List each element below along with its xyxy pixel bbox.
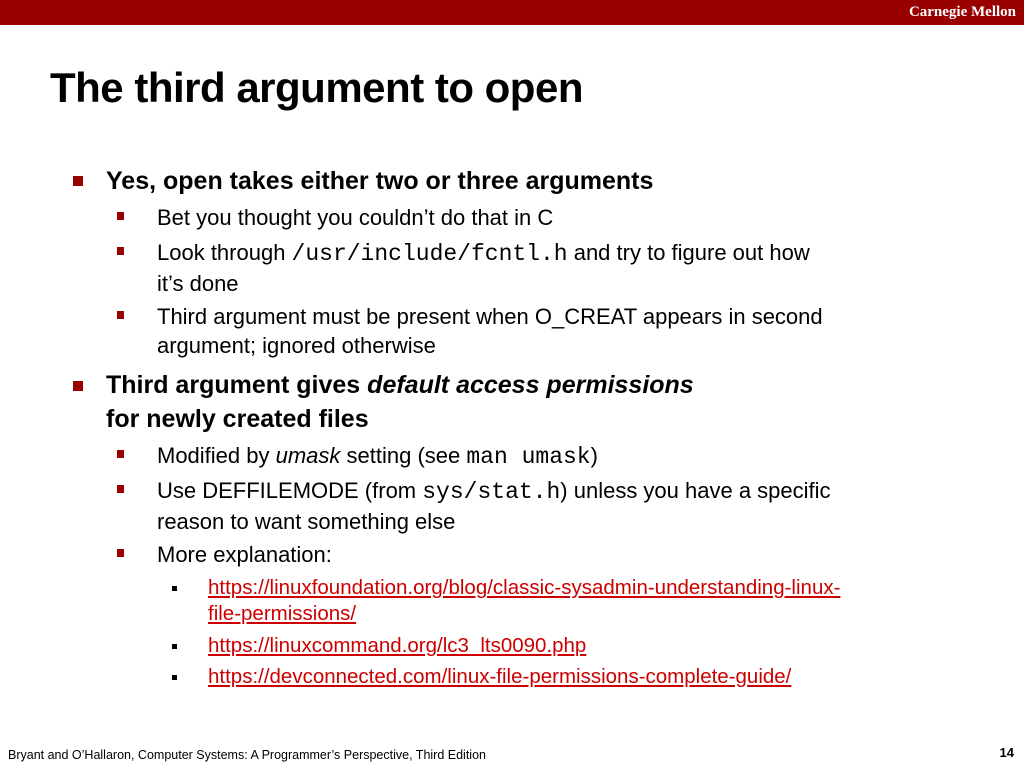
link-item xyxy=(208,575,928,627)
devconnected-link[interactable]: https://devconnected.com/linux-file-permissions-complete-guide/ xyxy=(208,665,792,688)
sub-bullet-text xyxy=(157,476,917,536)
footer-credit: Bryant and O’Hallaron, Computer Systems: A Programmer’s Perspective, Third Edition xyxy=(8,748,486,762)
page-number: 14 xyxy=(999,745,1014,760)
linuxfoundation-link[interactable] xyxy=(208,576,840,625)
sub-sub-bullet-icon xyxy=(172,644,177,649)
text-span: setting (see xyxy=(340,443,467,468)
brand-label: Carnegie Mellon xyxy=(908,4,1016,20)
text-span: ) unless you have a specific xyxy=(560,478,831,503)
slide-title: The third argument to open xyxy=(50,64,583,111)
header-bar xyxy=(0,0,1024,25)
text-span: ) xyxy=(590,443,598,468)
sub-bullet-text: More explanation: xyxy=(157,542,332,567)
text-span: it’s done xyxy=(157,271,239,296)
code-span: man umask xyxy=(466,444,591,470)
code-span: /usr/include/fcntl.h xyxy=(291,241,568,267)
emphasis-text: default access permissions xyxy=(367,371,694,399)
sub-bullet-text xyxy=(157,441,917,472)
sub-bullet-text xyxy=(157,238,917,298)
link-text: file-permissions/ xyxy=(208,602,357,625)
text-span: for newly created files xyxy=(106,405,369,433)
sub-sub-bullet-icon xyxy=(172,675,177,680)
text-span: Third argument gives xyxy=(106,371,368,399)
sub-bullet-text xyxy=(157,302,917,360)
link-item xyxy=(208,633,928,659)
sub-bullet-icon xyxy=(117,549,124,557)
bullet-text xyxy=(106,368,694,436)
bullet-square-icon xyxy=(73,381,83,391)
link-text: https://linuxfoundation.org/blog/classic-sysadmin-understanding-linux- xyxy=(208,576,841,599)
link-item xyxy=(208,664,928,690)
emphasis-text: umask xyxy=(275,443,341,468)
text-span: Use DEFFILEMODE (from xyxy=(157,478,423,503)
text-span: Modified by xyxy=(157,443,276,468)
sub-bullet-icon xyxy=(117,485,124,493)
bullet-text: Yes, open takes either two or three arguments xyxy=(106,167,654,195)
code-span: sys/stat.h xyxy=(422,479,561,505)
sub-bullet-text: Bet you thought you couldn’t do that in C xyxy=(157,205,554,230)
sub-sub-bullet-icon xyxy=(172,586,177,591)
sub-bullet-icon xyxy=(117,450,124,458)
text-span: argument; ignored otherwise xyxy=(157,333,436,358)
text-span: reason to want something else xyxy=(157,509,456,534)
linuxcommand-link[interactable]: https://linuxcommand.org/lc3_lts0090.php xyxy=(208,634,587,657)
text-span: and try to figure out how xyxy=(567,240,810,265)
text-span: Look through xyxy=(157,240,292,265)
sub-bullet-icon xyxy=(117,212,124,220)
sub-bullet-icon xyxy=(117,247,124,255)
bullet-square-icon xyxy=(73,176,83,186)
sub-bullet-icon xyxy=(117,311,124,319)
text-span: Third argument must be present when O_CREAT appears in second xyxy=(157,304,823,329)
